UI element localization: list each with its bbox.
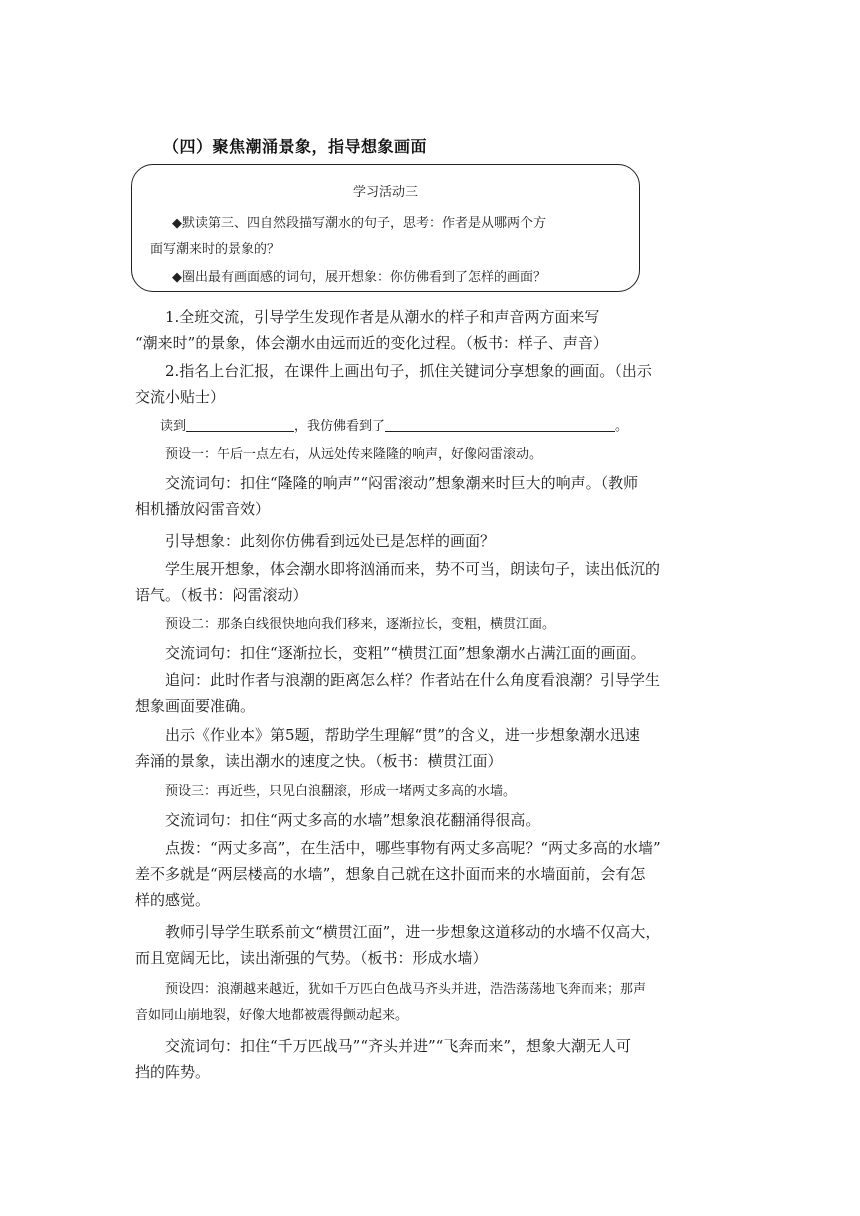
hint-paragraph: [135, 835, 735, 913]
preset-3-text: 预设三：再近些，只见白浪翻滚，形成一堵两丈多高的水墙。: [165, 784, 517, 799]
paragraph-2-line-1: 2.指名上台汇报，在课件上画出句子，抓住关键词分享想象的画面。（出示: [165, 362, 652, 380]
exchange-4-line-1: 交流词句：扣住“千万匹战马”“齐头并进”“飞奔而来”，想象大潮无人可: [165, 1037, 632, 1055]
question-line-2: 想象画面要准确。: [135, 697, 256, 715]
paragraph-1: [135, 304, 735, 356]
exchange-2-text: 交流词句：扣住“逐渐拉长，变粗”“横贯江面”想象潮水占满江面的画面。: [165, 644, 646, 662]
teacher-line-2: 而且宽阔无比，读出渐强的气势。（板书：形成水墙）: [135, 949, 488, 967]
question-line-1: 追问：此时作者与浪潮的距离怎么样？作者站在什么角度看浪潮？引导学生: [165, 671, 661, 689]
follow-up-question: [135, 667, 735, 719]
homework-paragraph: [135, 722, 735, 774]
preset-2: [135, 612, 735, 638]
preset-4-line-1: 预设四：浪潮越来越近，犹如千万匹白色战马齐头并进，浩浩荡荡地飞奔而来；那声: [165, 982, 647, 997]
hint-line-2: 差不多就是“两层楼高的水墙”，想象自己就在这扑面而来的水墙面前，会有怎: [135, 865, 646, 883]
teacher-line-1: 教师引导学生联系前文“横贯江面”，进一步想象这道移动的水墙不仅高大，: [165, 923, 661, 941]
exchange-1: [135, 470, 735, 522]
tip-blank-1: [186, 417, 294, 432]
hint-line-3: 样的感觉。: [135, 891, 211, 909]
guide-1-text: 引导想象：此刻你仿佛看到远处已是怎样的画面？: [165, 532, 496, 550]
paragraph-2: [135, 358, 735, 410]
imagine-1-line-1: 学生展开想象，体会潮水即将汹涌而来，势不可当，朗读句子，读出低沉的: [165, 560, 661, 578]
hint-line-1: 点拨：“两丈多高”，在生活中，哪些事物有两丈多高呢？“两丈多高的水墙”: [165, 839, 661, 857]
preset-1: [135, 442, 735, 468]
learning-activity-box: [131, 164, 640, 292]
guide-1: [135, 528, 735, 554]
tip-suffix: 。: [615, 419, 629, 434]
imagine-1: [135, 556, 735, 608]
paragraph-2-line-2: 交流小贴士）: [135, 388, 226, 406]
exchange-3-text: 交流词句：扣住“两丈多高的水墙”想象浪花翻涌得很高。: [165, 811, 541, 829]
section-heading: （四）聚焦潮涌景象，指导想象画面: [163, 137, 428, 156]
teacher-paragraph: [135, 919, 735, 971]
preset-1-text: 预设一：午后一点左右，从远处传来隆隆的响声，好像闷雷滚动。: [165, 447, 543, 462]
tip-middle: ，我仿佛看到了: [294, 419, 386, 434]
activity-line-2: 面写潮来时的景象的？: [150, 242, 281, 257]
exchange-4: [135, 1033, 735, 1085]
preset-4-line-2: 音如同山崩地裂，好像大地都被震得颤动起来。: [135, 1008, 409, 1023]
exchange-3: [135, 807, 735, 833]
preset-4: [135, 977, 735, 1029]
paragraph-1-line-1: 1.全班交流，引导学生发现作者是从潮水的样子和声音两方面来写: [165, 308, 600, 326]
exchange-tip: [160, 414, 760, 440]
exchange-2: [135, 640, 735, 666]
activity-title: 学习活动三: [352, 185, 418, 200]
imagine-1-line-2: 语气。（板书：闷雷滚动）: [135, 586, 308, 604]
tip-prefix: 读到: [160, 419, 187, 434]
preset-2-text: 预设二：那条白线很快地向我们移来，逐渐拉长，变粗，横贯江面。: [165, 617, 556, 632]
exchange-1-line-1: 交流词句：扣住“隆隆的响声”“闷雷滚动”想象潮来时巨大的响声。（教师: [165, 474, 639, 492]
homework-line-1: 出示《作业本》第5题，帮助学生理解“贯”的含义，进一步想象潮水迅速: [165, 726, 640, 744]
preset-3: [135, 779, 735, 805]
exchange-4-line-2: 挡的阵势。: [135, 1063, 211, 1081]
paragraph-1-line-2: “潮来时”的景象，体会潮水由远而近的变化过程。（板书：样子、声音）: [135, 334, 608, 352]
exchange-1-line-2: 相机播放闷雷音效）: [135, 500, 271, 518]
homework-line-2: 奔涌的景象，读出潮水的速度之快。（板书：横贯江面）: [135, 752, 503, 770]
tip-blank-2: [385, 417, 615, 432]
activity-line-3: ◆圈出最有画面感的词句，展开想象：你仿佛看到了怎样的画面？: [172, 270, 546, 285]
activity-line-1: ◆默读第三、四自然段描写潮水的句子，思考：作者是从哪两个方: [172, 216, 546, 231]
